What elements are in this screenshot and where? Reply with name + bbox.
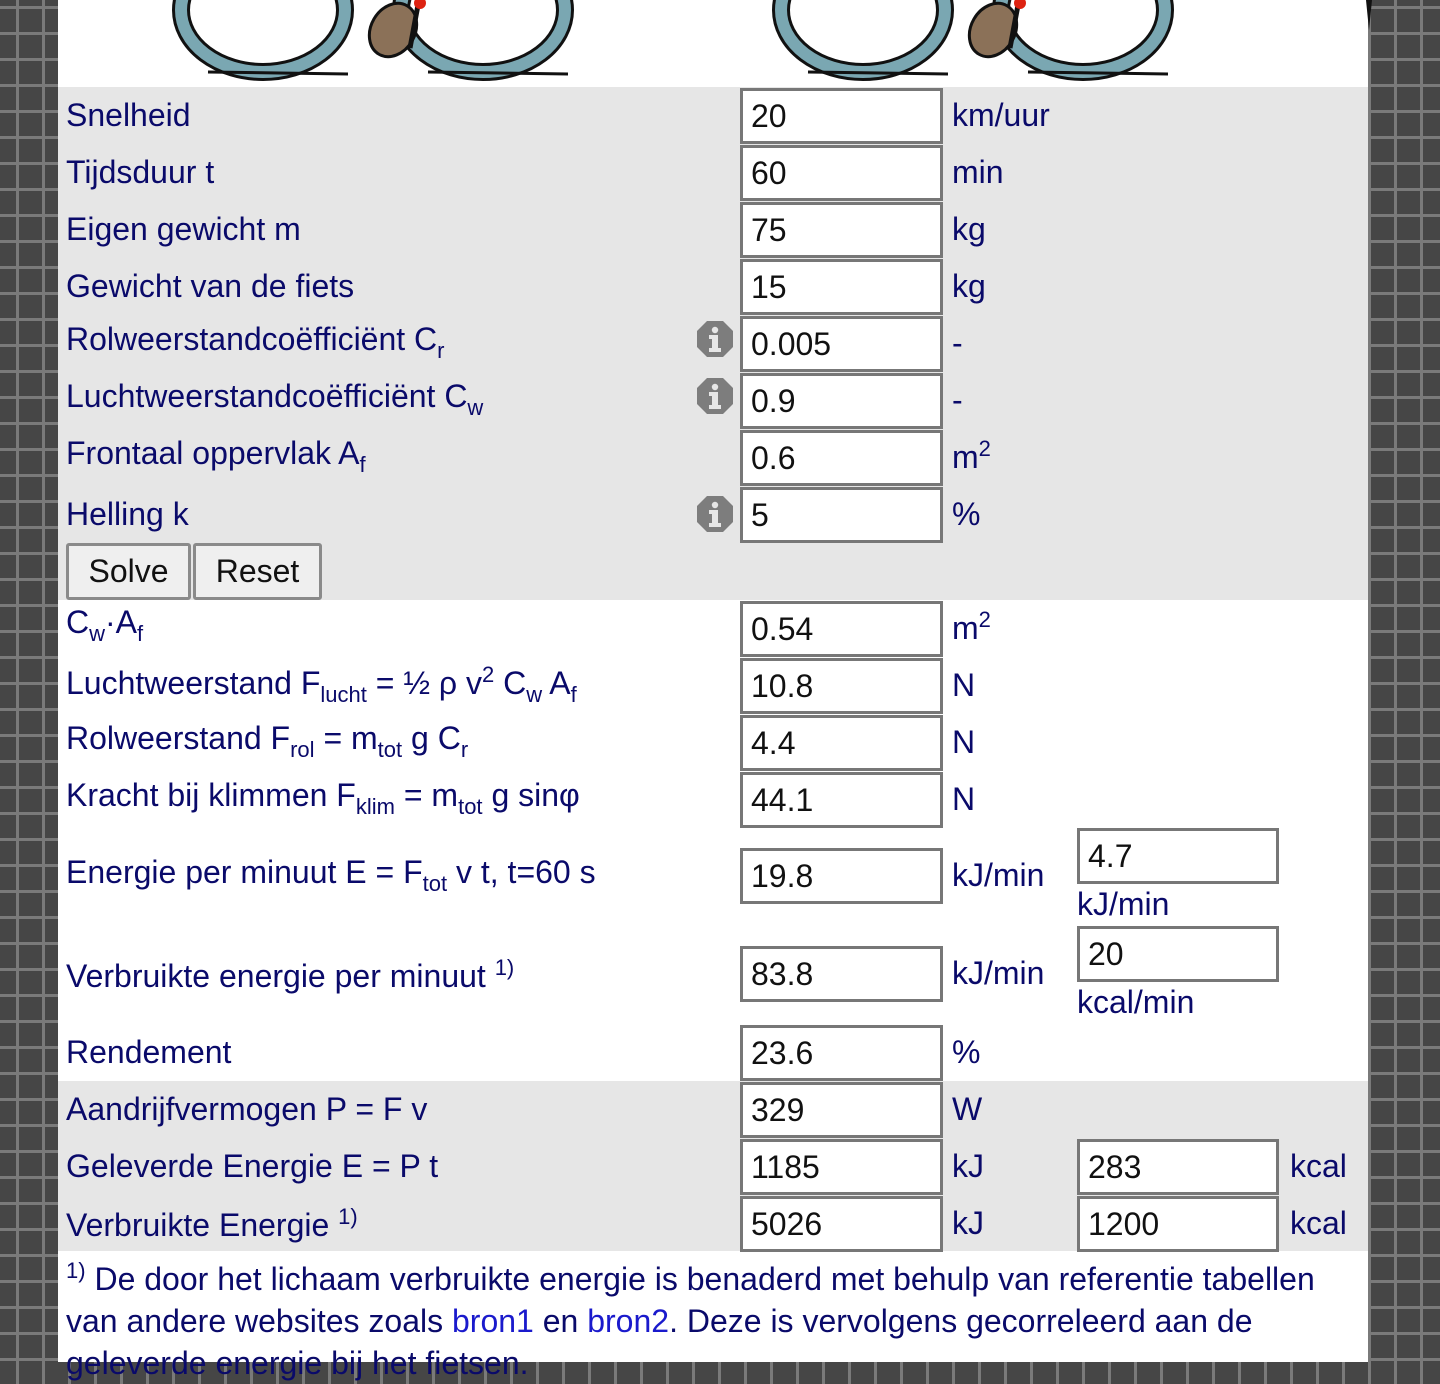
unit-aandrijfvermogen: W (952, 1091, 983, 1127)
footnote (66, 1258, 1366, 1384)
result-row-geleverde-energie (58, 1138, 1368, 1195)
label-verbruikte-energie: Verbruikte Energie $^{1)}$ (66, 1204, 358, 1243)
cyclist-cartoon-left (148, 0, 588, 87)
input-row-luchtweerstand-coef (58, 372, 1368, 429)
label-gewicht-fiets: Gewicht van de fiets (66, 268, 355, 304)
hero-image (58, 0, 1368, 87)
cw-af-output[interactable] (740, 601, 943, 657)
frontaal-oppervlak-input[interactable] (740, 430, 943, 486)
link-bron2[interactable]: bron2 (587, 1303, 670, 1339)
verbruikt-per-minuut-output[interactable] (740, 946, 943, 1002)
verbruikte-energie-output[interactable] (740, 1196, 943, 1252)
label-helling: Helling k (66, 496, 189, 532)
input-row-eigen-gewicht (58, 201, 1368, 258)
unit-energie-per-minuut-2: kJ/min (1077, 886, 1170, 922)
energie-per-minuut-output[interactable] (740, 848, 943, 904)
input-row-rolweerstand-coef (58, 315, 1368, 372)
label-frontaal-oppervlak: Frontaal oppervlak $A_f$ (66, 435, 366, 477)
unit-gewicht-fiets: kg (952, 268, 986, 304)
helling-input[interactable] (740, 487, 943, 543)
unit-helling: % (952, 496, 981, 532)
label-aandrijfvermogen: Aandrijfvermogen P = F v (66, 1091, 428, 1127)
reset-button[interactable]: Reset (193, 543, 322, 600)
unit-geleverde-energie: kJ (952, 1148, 984, 1184)
unit-geleverde-energie-kcal: kcal (1290, 1148, 1347, 1184)
luchtweerstand-coef-input[interactable] (740, 373, 943, 429)
geleverde-energie-output-kcal[interactable] (1077, 1139, 1279, 1195)
calculator-page (58, 0, 1368, 1381)
result-row-f-rol (58, 714, 1368, 771)
input-row-snelheid (58, 87, 1368, 144)
info-icon[interactable] (696, 320, 734, 358)
input-row-helling (58, 486, 1368, 543)
unit-verbruikt-per-minuut: kJ/min (952, 955, 1045, 991)
cyclist-cartoon-right (748, 0, 1188, 87)
unit-frontaal-oppervlak: $m^2$ (952, 436, 991, 475)
unit-verbruikt-per-minuut-2: kcal/min (1077, 984, 1195, 1020)
f-klim-output[interactable] (740, 772, 943, 828)
unit-cw-af: $m^2$ (952, 607, 991, 646)
result-row-aandrijfvermogen (58, 1081, 1368, 1138)
rolweerstand-coef-input[interactable] (740, 316, 943, 372)
result-row-energie-per-minuut (58, 828, 1368, 926)
verbruikt-per-minuut-output-2[interactable] (1077, 926, 1279, 982)
result-row-rendement (58, 1024, 1368, 1081)
info-icon[interactable] (696, 377, 734, 415)
unit-verbruikte-energie: kJ (952, 1205, 984, 1241)
label-f-rol: Rolweerstand $F_{rol} = m_{tot}$ g $C_r$ (66, 720, 469, 762)
unit-tijdsduur: min (952, 154, 1004, 190)
tijdsduur-input[interactable] (740, 145, 943, 201)
link-bron1[interactable]: bron1 (452, 1303, 534, 1339)
label-cw-af: $C_w\cdot A_f$ (66, 604, 144, 646)
label-tijdsduur: Tijdsduur t (66, 154, 215, 190)
label-verbruikt-per-minuut: Verbruikte energie per minuut $^{1)}$ (66, 955, 515, 994)
unit-verbruikte-energie-kcal: kcal (1290, 1205, 1347, 1241)
solve-button[interactable]: Solve (66, 543, 191, 600)
label-eigen-gewicht: Eigen gewicht m (66, 211, 301, 247)
page-edge-shadow (1366, 0, 1374, 32)
footnote-text-1: De door het lichaam verbruikte energie is benaderd met behulp van referentie tabellen van andere websites zoals (66, 1261, 1315, 1339)
unit-rolweerstand-coef: - (952, 325, 963, 361)
input-row-gewicht-fiets (58, 258, 1368, 315)
unit-f-rol: N (952, 724, 976, 760)
label-f-klim: Kracht bij klimmen $F_{klim} = m_{tot}$ g sinφ (66, 777, 580, 819)
energie-per-minuut-output-2[interactable] (1077, 828, 1279, 884)
label-rolweerstand-coef: Rolweerstandcoëfficiënt $C_r$ (66, 321, 445, 363)
footnote-text-2: en (533, 1303, 588, 1339)
result-row-verbruikt-per-minuut (58, 926, 1368, 1024)
result-row-f-klim (58, 771, 1368, 828)
label-rendement: Rendement (66, 1034, 232, 1070)
unit-rendement: % (952, 1034, 981, 1070)
result-row-verbruikte-energie (58, 1195, 1368, 1252)
eigen-gewicht-input[interactable] (740, 202, 943, 258)
label-energie-per-minuut: Energie per minuut $E = F_{tot}$ v t, t=60 s (66, 854, 596, 896)
unit-f-lucht: N (952, 667, 976, 703)
result-row-f-lucht (58, 657, 1368, 714)
label-snelheid: Snelheid (66, 97, 191, 133)
label-f-lucht: Luchtweerstand $F_{lucht}$ = ½ ρ $v^2$ $C_w$ $A_f$ (66, 662, 577, 707)
unit-snelheid: km/uur (952, 97, 1050, 133)
unit-eigen-gewicht: kg (952, 211, 986, 247)
rendement-output[interactable] (740, 1025, 943, 1081)
geleverde-energie-output[interactable] (740, 1139, 943, 1195)
f-rol-output[interactable] (740, 715, 943, 771)
info-icon[interactable] (696, 495, 734, 533)
label-luchtweerstand-coef: Luchtweerstandcoëfficiënt $C_w$ (66, 378, 484, 420)
f-lucht-output[interactable] (740, 658, 943, 714)
verbruikte-energie-output-kcal[interactable] (1077, 1196, 1279, 1252)
result-row-cw-af (58, 600, 1368, 657)
footnote-text-3: . Deze is vervolgens gecorreleerd aan de geleverde energie bij het fietsen. (66, 1303, 1253, 1381)
input-row-tijdsduur (58, 144, 1368, 201)
unit-luchtweerstand-coef: - (952, 382, 963, 418)
unit-f-klim: N (952, 781, 976, 817)
label-geleverde-energie: Geleverde Energie E = P t (66, 1148, 439, 1184)
aandrijfvermogen-output[interactable] (740, 1082, 943, 1138)
footnote-marker: 1) (66, 1258, 86, 1283)
unit-energie-per-minuut: kJ/min (952, 857, 1045, 893)
gewicht-fiets-input[interactable] (740, 259, 943, 315)
snelheid-input[interactable] (740, 88, 943, 144)
input-row-frontaal-oppervlak (58, 429, 1368, 486)
